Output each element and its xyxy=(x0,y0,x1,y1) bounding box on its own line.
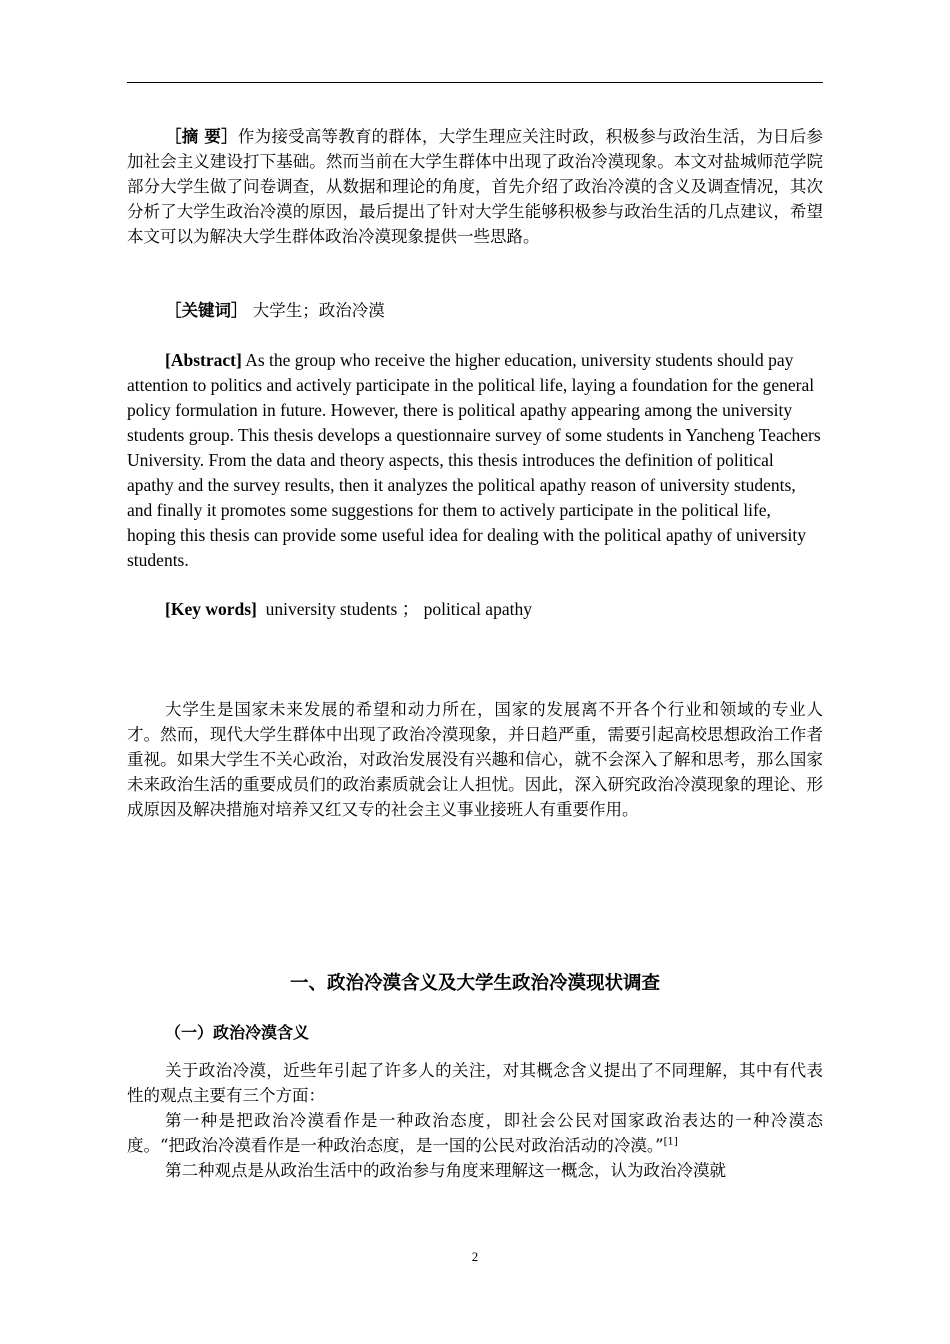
body xyxy=(127,1058,823,1183)
abstract-en-label: [Abstract] xyxy=(165,350,242,370)
keywords-cn-text: 大学生；政治冷漠 xyxy=(252,301,385,320)
body-paragraph-2-text: 第一种是把政治冷漠看作是一种政治态度，即社会公民对国家政治表达的一种冷漠态度。“把政治冷漠看作是一种政治态度，是一国的公民对政治活动的冷漠。” xyxy=(127,1111,823,1155)
keywords-cn-label: ［关键词］ xyxy=(165,301,248,320)
keywords-cn-row xyxy=(127,298,823,323)
keywords-cn xyxy=(127,298,823,323)
body-paragraph-3: 第二种观点是从政治生活中的政治参与角度来理解这一概念，认为政治冷漠就 xyxy=(165,1161,726,1180)
abstract-cn-label: ［摘 要］ xyxy=(165,127,238,146)
keywords-en-text: university students ； political apathy xyxy=(265,599,532,619)
keywords-en-label: [Key words] xyxy=(165,599,257,619)
body-paragraph-1: 关于政治冷漠，近些年引起了许多人的关注，对其概念含义提出了不同理解，其中有代表性的观点主要有三个方面： xyxy=(127,1061,823,1105)
abstract-en-paragraph xyxy=(127,348,823,573)
intro xyxy=(127,697,823,822)
body-paragraph-2 xyxy=(127,1108,823,1158)
abstract-cn-text: 作为接受高等教育的群体，大学生理应关注时政，积极参与政治生活，为日后参加社会主义建设打下基础。然而当前在大学生群体中出现了政治冷漠现象。本文对盐城师范学院部分大学生做了问卷调查，从数据和理论的角度，首先介绍了政治冷漠的含义及调查情况，其次分析了大学生政治冷漠的原因，最后提出了针对大学生能够积极参与政治生活的几点建议，希望本文可以为解决大学生群体政治冷漠现象提供一些思路。 xyxy=(127,127,824,246)
keywords-en-row xyxy=(127,597,823,622)
abstract-en-text: As the group who receive the higher education, university students should pay attention to politics and actively participate in the political life, laying a foundation for the general policy formulation in future. However, there is political apathy appearing among the university students group. This thesis develops a questionnaire survey of some students in Yancheng Teachers University. From the data and theory aspects, this thesis introduces the definition of political apathy and the survey results, then it analyzes the political apathy reason of university students, and finally it promotes some suggestions for them to actively participate in the political life, hoping this thesis can provide some useful idea for dealing with the political apathy of university students. xyxy=(127,350,821,570)
header-rule xyxy=(127,82,823,83)
page-number: 2 xyxy=(471,1249,479,1264)
section-heading: 一、政治冷漠含义及大学生政治冷漠现状调查 xyxy=(289,973,660,994)
keywords-en xyxy=(127,597,823,622)
abstract-en xyxy=(127,348,823,573)
intro-paragraph: 大学生是国家未来发展的希望和动力所在，国家的发展离不开各个行业和领域的专业人才。然而，现代大学生群体中出现了政治冷漠现象，并日趋严重，需要引起高校思想政治工作者重视。如果大学生不关心政治，对政治发展没有兴趣和信心，就不会深入了解和思考，那么国家未来政治生活的重要成员们的政治素质就会让人担忧。因此，深入研究政治冷漠现象的理论、形成原因及解决措施对培养又红又专的社会主义事业接班人有重要作用。 xyxy=(127,700,823,819)
footnote-reference[interactable]: [1] xyxy=(663,1136,678,1148)
abstract-cn xyxy=(127,124,823,249)
abstract-cn-paragraph xyxy=(127,124,823,249)
sub-heading: （一）政治冷漠含义 xyxy=(165,1023,310,1042)
